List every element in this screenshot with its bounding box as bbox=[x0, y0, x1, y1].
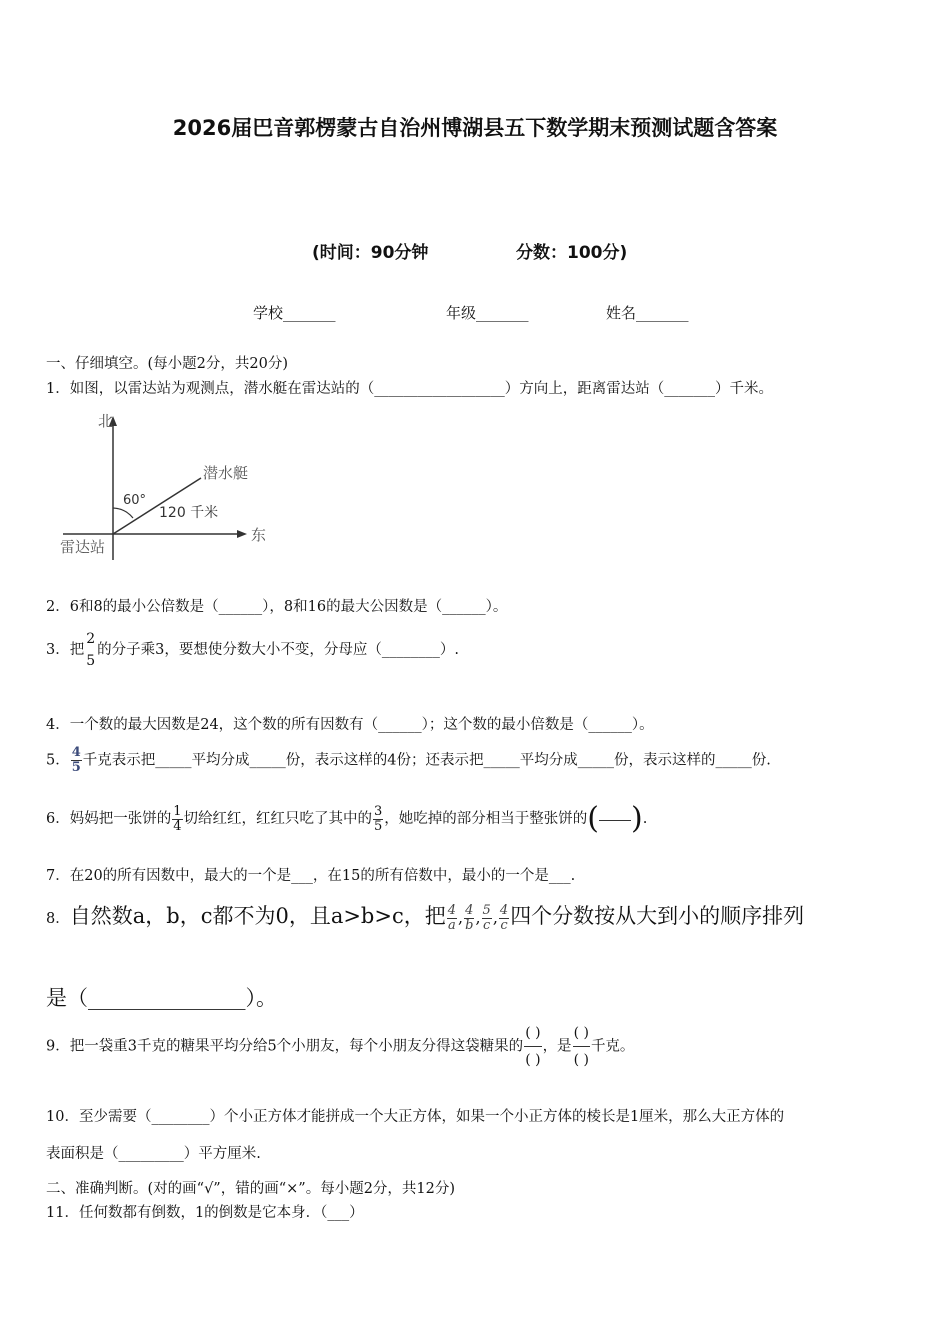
question-7: 7．在20的所有因数中，最大的一个是___，在15的所有倍数中，最小的一个是___. bbox=[46, 868, 576, 884]
total-score: 分数：100分) bbox=[516, 243, 628, 263]
fraction-5-c: $\frac{5}{c}$ bbox=[482, 903, 491, 933]
question-11: 11．任何数都有倒数，1的倒数是它本身．（___） bbox=[46, 1205, 364, 1221]
question-5: 5． $\frac{4}{5}$ 千克表示把_____平均分成_____份，表示这样的4份；还表示把_____平均分成_____份，表示这样的_____份. bbox=[46, 745, 771, 775]
fraction-4-a: $\frac{4}{a}$ bbox=[447, 903, 457, 933]
angle-arc bbox=[113, 508, 133, 518]
east-label: 东 bbox=[251, 526, 267, 544]
fraction-4-5: $\frac{4}{5}$ bbox=[71, 745, 81, 775]
fraction-blank-1: $\frac{( )}{( )}$ bbox=[524, 1020, 541, 1073]
fraction-4-c: $\frac{4}{c}$ bbox=[499, 903, 509, 933]
question-9: 9．把一袋重3千克的糖果平均分给5个小朋友，每个小朋友分得这袋糖果的 $\frac{( )}{( )}$ ，是 $\frac{( )}{( )}$ 千克。 bbox=[46, 1020, 634, 1073]
question-8: 8．自然数a，b，c都不为0，且a>b>c，把 $\frac{4}{a}$ , $\frac{4}{b}$ , $\frac{5}{c}$ , $\frac{4}{c}$ 四个分数按从大到小的顺序排列 bbox=[46, 903, 805, 933]
fraction-4-b: $\frac{4}{b}$ bbox=[465, 903, 474, 933]
station-label: 雷达站 bbox=[60, 538, 106, 556]
fraction-1-4: $\frac{1}{4}$ bbox=[173, 803, 182, 834]
question-1: 1．如图，以雷达站为观测点，潜水艇在雷达站的（__________________）方向上，距离雷达站（_______）千米。 bbox=[46, 381, 773, 397]
time-limit: (时间：90分钟 bbox=[312, 243, 429, 263]
answer-paren: ( ) bbox=[587, 801, 643, 836]
school-field: 学校_______ bbox=[253, 304, 336, 322]
submarine-label: 潜水艇 bbox=[203, 464, 249, 482]
fraction-2-5: 2 5 bbox=[86, 631, 96, 669]
section-2-heading: 二、准确判断。(对的画“√”，错的画“×”。每小题2分，共12分) bbox=[46, 1181, 456, 1197]
name-field: 姓名_______ bbox=[606, 304, 689, 322]
angle-label: 60° bbox=[123, 493, 147, 508]
question-2: 2．6和8的最小公倍数是（______），8和16的最大公因数是（______）。 bbox=[46, 599, 508, 615]
fraction-blank-2: $\frac{( )}{( )}$ bbox=[573, 1020, 590, 1073]
question-10: 10．至少需要（________）个小正方体才能拼成一个大正方体，如果一个小正方体的棱长是1厘米，那么大正方体的 bbox=[46, 1109, 785, 1125]
section-1-heading: 一、仔细填空。(每小题2分，共20分) bbox=[46, 356, 288, 372]
question-3: 3．把 2 5 的分子乘3，要想使分数大小不变，分母应（________）. bbox=[46, 628, 459, 672]
grade-field: 年级_______ bbox=[446, 304, 529, 322]
distance-label: 120 千米 bbox=[159, 505, 219, 521]
question-6: 6．妈妈把一张饼的 $\frac{1}{4}$ 切给红红，红红只吃了其中的 $\frac{3}{5}$ ，她吃掉的部分相当于整张饼的( ). bbox=[46, 801, 648, 836]
fraction-3-5: $\frac{3}{5}$ bbox=[374, 803, 383, 834]
question-10-line-2: 表面积是（_________）平方厘米. bbox=[46, 1146, 261, 1162]
question-4: 4．一个数的最大因数是24，这个数的所有因数有（______）；这个数的最小倍数是（______）。 bbox=[46, 717, 654, 733]
radar-diagram bbox=[55, 410, 285, 570]
north-label: 北 bbox=[98, 412, 114, 430]
question-8-line-2: 是（_______________）。 bbox=[46, 986, 277, 1010]
page-title: 2026届巴音郭楞蒙古自治州博湖县五下数学期末预测试题含答案 bbox=[172, 116, 778, 140]
east-arrow-icon bbox=[237, 530, 247, 538]
